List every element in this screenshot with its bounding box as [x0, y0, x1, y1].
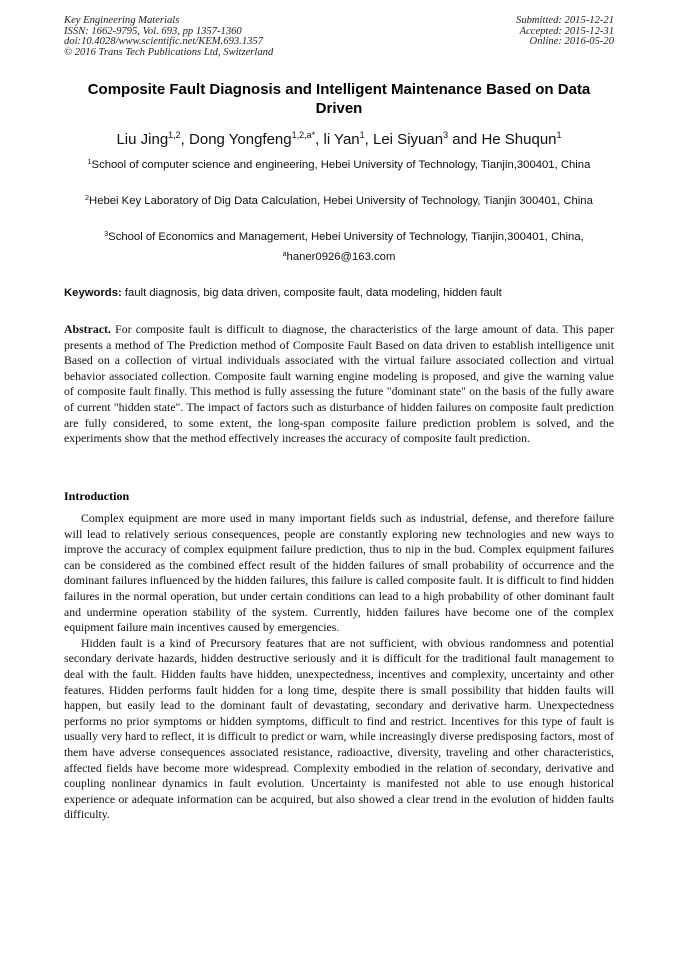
journal-info [64, 16, 273, 58]
affiliation-text: Hebei Key Laboratory of Dig Data Calculation, Hebei University of Technology, Tianjin 300401, China [89, 195, 593, 207]
paper-title: Composite Fault Diagnosis and Intelligent Maintenance Based on Data Driven [87, 81, 591, 117]
journal-doi: doi:10.4028/www.scientific.net/KEM.693.1357 [64, 36, 264, 48]
accepted-date: Accepted: 2015-12-31 [519, 25, 614, 37]
abstract [64, 322, 614, 447]
affiliation-1 [70, 158, 608, 173]
abstract-text: For composite fault is difficult to diagnose, the characteristics of the large amount of data. This paper presents a method of The Prediction method of Composite Fault Based on data driven to establish intelligence unit Based on a collection of virtual individuals associated with the virtual failure associated collection and virtual behavior associated collection. Composite fault warning engine modeling is proposed, and give the warning value of composite fault finally. This method is fully assessing the future "dominant state" on the basis of the fully aware of current "hidden state". The impact of factors such as disturbance of hidden failures on composite fault prediction are fully considered, to some extent, the long-span composite failure prediction problem is solved, and the experiments show that the method effectively increases the accuracy of composite fault prediction. [64, 322, 614, 446]
submitted-date: Submitted: 2015-12-21 [516, 15, 614, 26]
author-sup: 1,2 [168, 130, 181, 140]
affiliation-text: School of computer science and engineering, Hebei University of Technology, Tianjin,300401, China [91, 159, 591, 171]
author-sep: and [448, 131, 482, 148]
affiliation-text: School of Economics and Management, Hebei University of Technology, Tianjin,300401, China, [108, 231, 584, 243]
author-sep: , [180, 131, 190, 148]
author-name: li Yan [323, 131, 360, 148]
paragraph: Complex equipment are more used in many important fields such as industrial, defense, and therefore failure will lead to relatively serious consequences, people are constantly exploring new technologies and new ways to improve the accuracy of complex equipment failure prediction, thus to nip in the bud. Complex equipment failures can be considered as the combined effect result of the hidden failures of small probability of occurrence and the dominant failures influenced by the hidden failures, this failure is called composite fault. It is difficult to find hidden failures in the normal operation, but under certain conditions can lead to a high probability of other dominant fault and undermine operation stability of the system. Currently, hidden failures have become one of the complex equipment failure main incentives caused by emergencies. [64, 511, 614, 635]
author-sep: , [315, 131, 324, 148]
email-sup: a [282, 251, 287, 258]
section-heading-introduction: Introduction [64, 489, 130, 503]
affiliation-sup: 1 [87, 159, 92, 166]
corresponding-email [70, 250, 608, 265]
author-name: Liu Jing [116, 131, 169, 148]
author-sup: 1,2,a* [291, 130, 316, 140]
journal-copyright: © 2016 Trans Tech Publications Ltd, Switzerland [64, 46, 274, 58]
paragraph: Hidden fault is a kind of Precursory features that are not sufficient, with obvious randomness and potential secondary derivate hazards, hidden destructive seriously and it is difficult for the traditional fault management to deal with the fault. Hidden faults have hidden, unexpectedness, incentives and complexity, uncertainty and other features. Hidden performs fault hidden for a long time, despite there is small possibility that hidden faults will happen, but easily lead to the dominant fault of devastating, secondary and derivative harm. Unexpectedness performs no prior symptoms or hidden symptoms, difficult to find and restrict. Incentives for this type of fault is usually very hard to reflect, it is difficult to predict or warn, while increasingly diverse predisposing factors, most of them have adverse consequences associated resistance, radioactive, diversity, traveling and other characteristics, affected fields have become more widespread. Complexity embodied in the relation of secondary, derivative and coupling nonlinear dynamics in fault evolution. Uncertainty is manifested not able to use enough historical experience or adequate information can be acquired, but also showed a clear trend in the evolution of hidden faults difficulty. [64, 635, 614, 822]
author-sup: 1 [359, 130, 365, 140]
online-date: Online: 2016-05-20 [529, 36, 614, 48]
author-list [40, 130, 638, 150]
author-name: He Shuqun [481, 131, 557, 148]
author-sep: , [364, 131, 373, 148]
keywords-text: fault diagnosis, big data driven, composite fault, data modeling, hidden fault [121, 287, 502, 299]
journal-issn: ISSN: 1662-9795, Vol. 693, pp 1357-1360 [64, 25, 242, 37]
keywords-label: Keywords: [64, 287, 122, 299]
affiliation-3 [64, 230, 624, 245]
email-link[interactable]: haner0926@163.com [286, 251, 396, 263]
keywords [64, 286, 614, 301]
author-name: Dong Yongfeng [189, 131, 292, 148]
affiliation-sup: 2 [85, 195, 90, 202]
author-name: Lei Siyuan [373, 131, 444, 148]
introduction-body [64, 511, 614, 823]
author-sup: 1 [556, 130, 562, 140]
publication-dates [516, 16, 614, 48]
affiliation-sup: 3 [104, 231, 109, 238]
affiliation-2 [70, 194, 608, 209]
abstract-label: Abstract. [64, 322, 111, 336]
author-sup: 3 [443, 130, 449, 140]
journal-name: Key Engineering Materials [64, 15, 180, 26]
